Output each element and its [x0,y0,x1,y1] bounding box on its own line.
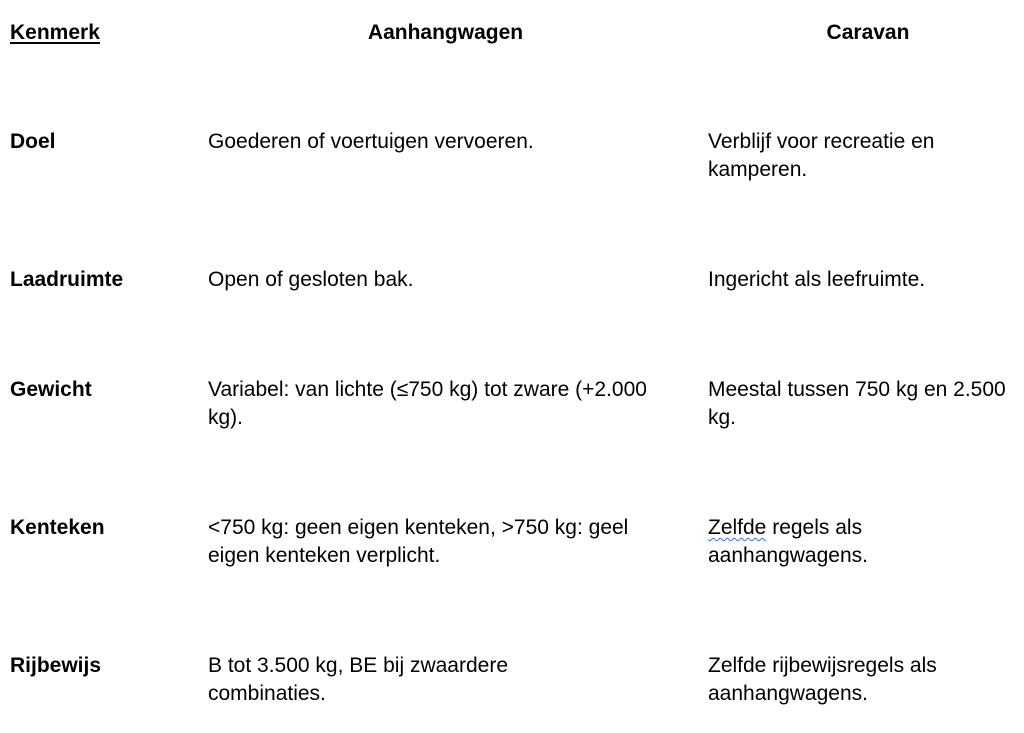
cell-laadruimte-aanhangwagen: Open of gesloten bak. [208,268,414,291]
header-caravan: Caravan [826,21,910,44]
row-label-gewicht: Gewicht [10,378,92,401]
cell-laadruimte-caravan: Ingericht als leefruimte. [708,268,926,291]
cell-doel-aanhangwagen: Goederen of voertuigen vervoeren. [208,130,534,153]
header-kenmerk: Kenmerk [10,21,100,44]
row-label-doel: Doel [10,130,56,153]
row-label-rijbewijs: Rijbewijs [10,654,102,677]
row-label-laadruimte: Laadruimte [10,268,124,291]
cell-gewicht-caravan: Meestal tussen 750 kg en 2.500 kg. [708,378,1006,429]
cell-kenteken-aanhangwagen: <750 kg: geen eigen kenteken, >750 kg: geel eigen kenteken verplicht. [208,516,629,567]
cell-gewicht-aanhangwagen: Variabel: van lichte (≤750 kg) tot zware (+2.000 kg). [208,378,647,429]
header-aanhangwagen: Aanhangwagen [367,21,524,44]
row-label-kenteken: Kenteken [10,516,105,539]
cell-doel-caravan: Verblijf voor recreatie en kamperen. [708,130,935,181]
cell-kenteken-caravan-rest: regels als aanhangwagens. [708,516,868,567]
cell-rijbewijs-aanhangwagen: B tot 3.500 kg, BE bij zwaardere combinaties. [208,654,508,705]
spellcheck-word[interactable]: Zelfde [708,516,767,539]
cell-kenteken-caravan [708,514,928,570]
cell-rijbewijs-caravan: Zelfde rijbewijsregels als aanhangwagens. [708,654,937,705]
